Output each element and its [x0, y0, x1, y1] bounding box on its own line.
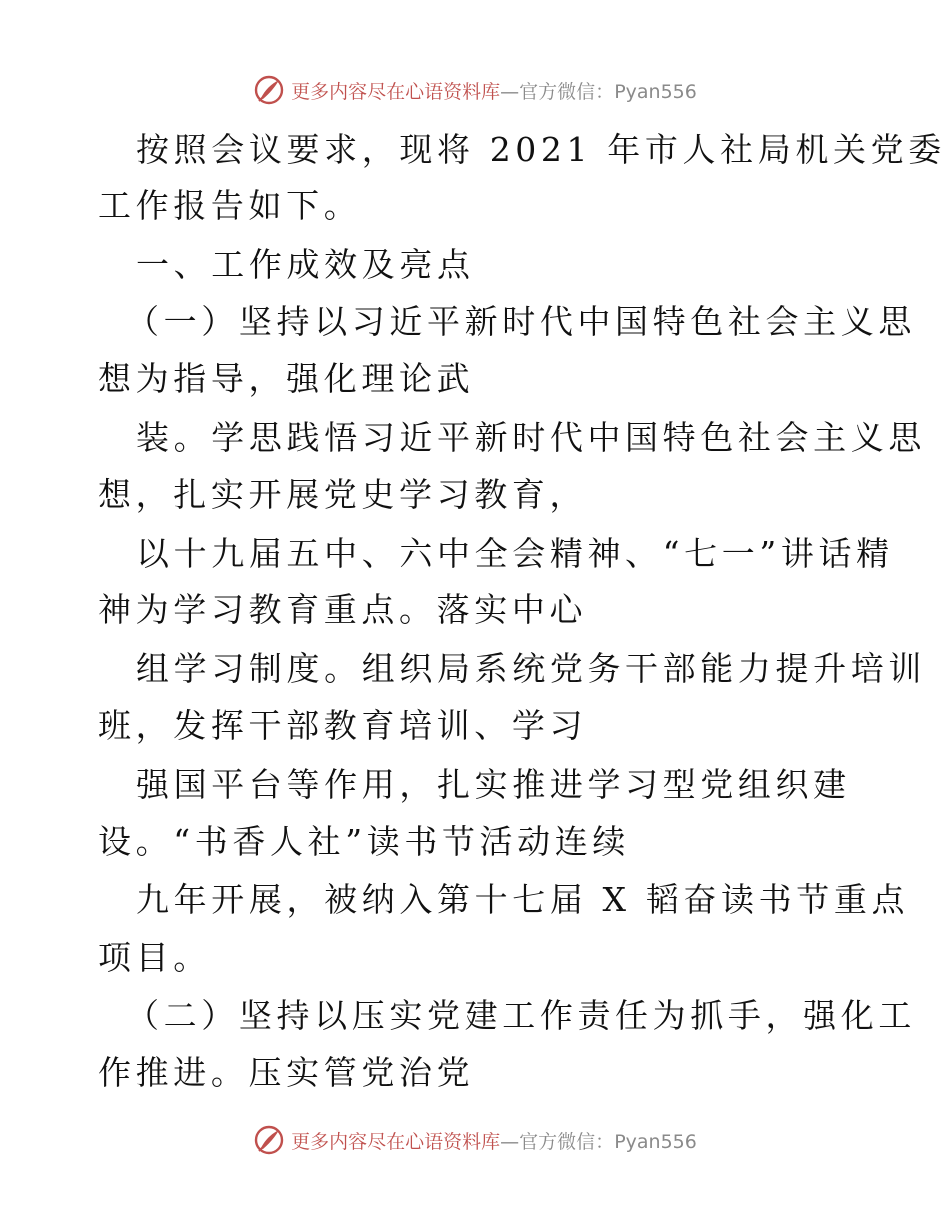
paragraph-line: 组学习制度。组织局系统党务干部能力提升培训 — [136, 649, 927, 688]
paragraph-line: 作推进。压实管党治党 — [98, 1053, 475, 1092]
banner-red-text: 更多内容尽在心语资料库 — [291, 1130, 501, 1153]
paragraph-line: 神为学习教育重点。落实中心 — [98, 590, 588, 629]
header-banner-text — [291, 77, 697, 104]
banner-gray-prefix: 官方微信： — [519, 1130, 615, 1153]
paragraph-line: 按照会议要求，现将 2021 年市人社局机关党委 — [136, 130, 946, 169]
paragraph-line: 工作报告如下。 — [98, 186, 362, 225]
feather-pen-logo-icon — [253, 74, 285, 106]
paragraph-line: 想，扎实开展党史学习教育， — [98, 475, 588, 514]
footer-banner-text — [291, 1127, 697, 1154]
paragraph-line: 九年开展，被纳入第十七届 X 韬奋读书节重点 — [136, 880, 910, 919]
banner-red-text: 更多内容尽在心语资料库 — [291, 80, 501, 103]
section-heading: 一、工作成效及亮点 — [136, 245, 475, 284]
banner-wechat-id: Pyan556 — [614, 1130, 697, 1153]
paragraph-line: 想为指导，强化理论武 — [98, 359, 475, 398]
footer-banner — [0, 1120, 950, 1160]
paragraph-line: 班，发挥干部教育培训、学习 — [98, 706, 588, 745]
paragraph-line: 装。学思践悟习近平新时代中国特色社会主义思 — [136, 418, 927, 457]
banner-gray-prefix: 官方微信： — [519, 80, 615, 103]
paragraph-line: 强国平台等作用，扎实推进学习型党组织建 — [136, 765, 851, 804]
header-banner — [0, 70, 950, 110]
banner-separator: — — [500, 80, 520, 103]
subsection-heading: （二）坚持以压实党建工作责任为抓手，强化工 — [126, 996, 917, 1035]
feather-pen-logo-icon — [253, 1124, 285, 1156]
paragraph-line: 以十九届五中、六中全会精神、“七一”讲话精 — [136, 534, 894, 573]
banner-separator: — — [500, 1130, 520, 1153]
subsection-heading: （一）坚持以习近平新时代中国特色社会主义思 — [126, 302, 917, 341]
banner-wechat-id: Pyan556 — [614, 80, 697, 103]
paragraph-line: 项目。 — [98, 938, 211, 977]
paragraph-line: 设。“书香人社”读书节活动连续 — [98, 822, 631, 861]
